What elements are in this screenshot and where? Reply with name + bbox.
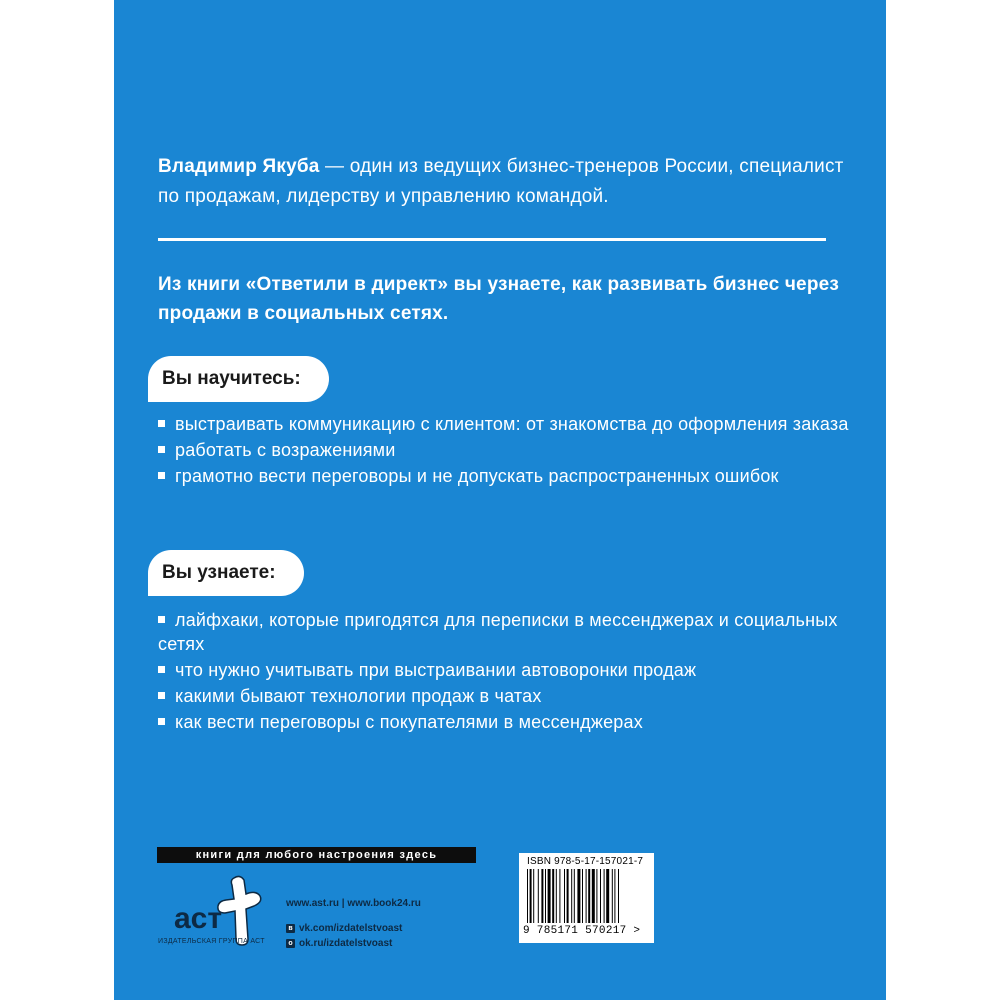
book-back-cover (114, 0, 886, 1000)
learn-list (158, 412, 858, 490)
bullet-square-icon (158, 666, 165, 673)
barcode-panel (519, 853, 654, 943)
bullet-square-icon (158, 446, 165, 453)
bullet-square-icon (158, 692, 165, 699)
logo-text: аст (174, 902, 223, 935)
author-description: — один из ведущих бизнес-тренеров России, специалист по продажам, лидерству и управлению командой. (158, 156, 844, 207)
ok-link[interactable]: ok.ru/izdatelstvoast (299, 938, 393, 949)
vk-icon: в (286, 924, 295, 933)
learn-section-bubble: Вы научитесь: (148, 356, 329, 402)
ok-icon: о (286, 939, 295, 948)
publisher-links (286, 896, 421, 951)
vk-link[interactable]: vk.com/izdatelstvoast (299, 923, 403, 934)
author-bio (158, 152, 848, 212)
book-lead-text: Из книги «Ответили в директ» вы узнаете, как развивать бизнес через продажи в социальных сетях. (158, 274, 840, 324)
publisher-caption: ИЗДАТЕЛЬСКАЯ ГРУППА АСТ (158, 938, 265, 945)
list-item: какими бывают технологии продаж в чатах (158, 684, 858, 708)
bullet-square-icon (158, 472, 165, 479)
divider-line (158, 238, 826, 241)
website-links[interactable]: www.ast.ru | www.book24.ru (286, 898, 421, 909)
list-item: выстраивать коммуникацию с клиентом: от знакомства до оформления заказа (158, 412, 858, 436)
list-item: работать с возражениями (158, 438, 858, 462)
publisher-tagline: книги для любого настроения здесь (157, 847, 476, 863)
list-item: как вести переговоры с покупателями в мессенджерах (158, 710, 858, 734)
bullet-square-icon (158, 420, 165, 427)
know-list (158, 608, 858, 736)
list-item: что нужно учитывать при выстраивании автоворонки продаж (158, 658, 858, 682)
list-item: лайфхаки, которые пригодятся для переписки в мессенджерах и социальных сетях (158, 610, 838, 654)
bullet-square-icon (158, 616, 165, 623)
barcode-icon (525, 869, 647, 925)
list-item: грамотно вести переговоры и не допускать распространенных ошибок (158, 464, 858, 488)
bullet-square-icon (158, 718, 165, 725)
know-section-bubble: Вы узнаете: (148, 550, 304, 596)
isbn-label: ISBN 978-5-17-157021-7 (527, 856, 644, 867)
author-name: Владимир Якуба (158, 156, 320, 177)
barcode-digits: 9 785171 570217 > (523, 925, 641, 937)
